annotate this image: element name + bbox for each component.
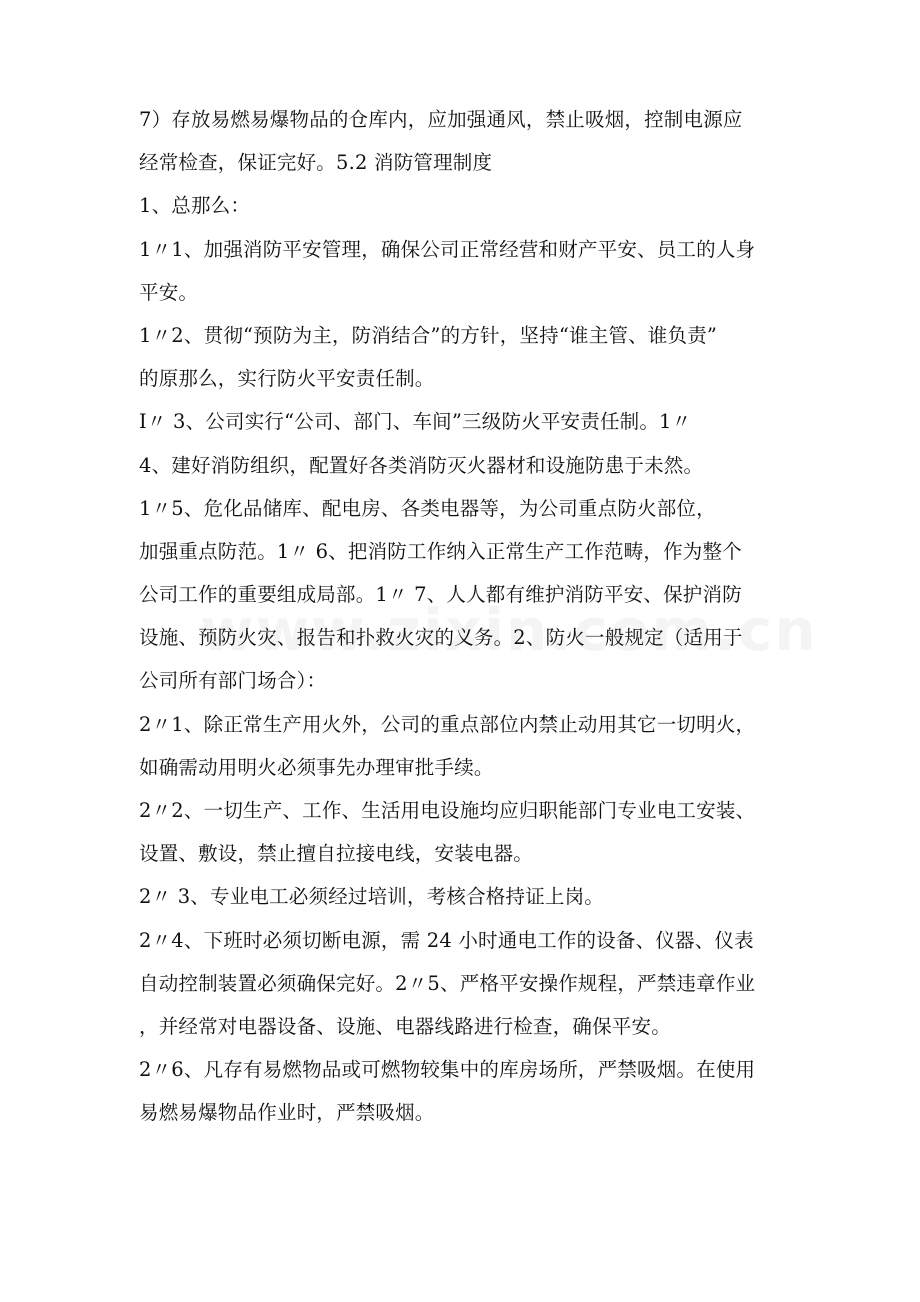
text-line: 加强重点防范。1〃 6、把消防工作纳入正常生产工作范畴，作为整个: [139, 539, 742, 563]
document-body: [139, 102, 799, 1139]
text-line: 如确需动用明火必须事先办理审批手续。: [139, 755, 494, 779]
text-line: 平安。: [139, 280, 199, 304]
text-line: I〃 3、公司实行“公司、部门、车间”三级防火平安责任制。1〃: [139, 410, 692, 434]
text-line: 设施、预防火灾、报告和扑救火灾的义务。2、防火一般规定（适用于: [139, 626, 743, 650]
text-line: 1〃5、危化品储库、配电房、各类电器等，为公司重点防火部位，: [139, 496, 716, 520]
text-line: 易燃易爆物品作业时，严禁吸烟。: [139, 1101, 435, 1125]
text-line: 2〃 3、专业电工必须经过培训，考核合格持证上岗。: [139, 885, 605, 909]
text-line: 设置、敷设，禁止擅自拉接电线，安装电器。: [139, 842, 534, 866]
text-line: 的原那么，实行防火平安责任制。: [139, 367, 435, 391]
text-line: 经常检查，保证完好。5.2 消防管理制度: [139, 151, 493, 175]
text-line: 自动控制装置必须确保完好。2〃5、严格平安操作规程，严禁违章作业: [139, 971, 756, 995]
text-line: 2〃1、除正常生产用火外，公司的重点部位内禁止动用其它一切明火，: [139, 712, 756, 736]
text-line: 2〃2、一切生产、工作、生活用电设施均应归职能部门专业电工安装、: [139, 799, 756, 822]
text-line: 7）存放易燃易爆物品的仓库内，应加强通风，禁止吸烟，控制电源应: [139, 108, 743, 131]
text-line: 1、总那么：: [139, 194, 251, 218]
text-line: 4、建好消防组织，配置好各类消防灭火器材和设施防患于未然。: [139, 453, 704, 477]
text-line: 2〃6、凡存有易燃物品或可燃物较集中的库房场所，严禁吸烟。在使用: [139, 1058, 756, 1082]
text-line: 公司所有部门场合）：: [139, 669, 327, 693]
text-line: 2〃4、下班时必须切断电源，需 24 小时通电工作的设备、仪器、仪表: [139, 928, 754, 952]
text-line: 1〃1、加强消防平安管理，确保公司正常经营和财产平安、员工的人身: [139, 237, 756, 261]
text-line: ，并经常对电器设备、设施、电器线路进行检查，确保平安。: [139, 1014, 671, 1038]
text-line: 1〃2、贯彻“预防为主，防消结合”的方针，坚持“谁主管、谁负责”: [139, 323, 718, 347]
text-line: 公司工作的重要组成局部。1〃 7、人人都有维护消防平安、保护消防: [139, 583, 742, 607]
